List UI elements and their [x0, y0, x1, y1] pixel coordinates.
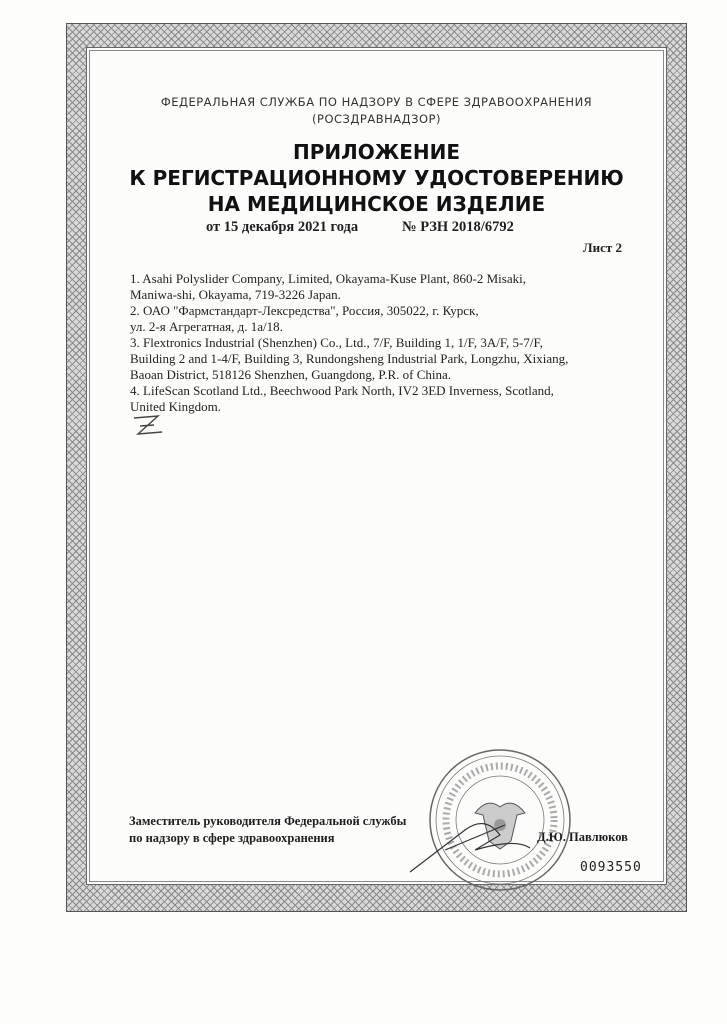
title-line-3: НА МЕДИЦИНСКОЕ ИЗДЕЛИЕ [207, 192, 546, 216]
list-item: 3. Flextronics Industrial (Shenzhen) Co., Ltd., 7/F, Building 1, 1/F, 3A/F, 5-7/F, [130, 335, 543, 350]
form-serial-number: 0093550 [580, 860, 642, 875]
handwritten-initials-icon [128, 412, 168, 442]
title-line-1: ПРИЛОЖЕНИЕ [292, 140, 461, 164]
list-item: Building 2 and 1-4/F, Building 3, Rundongsheng Industrial Park, Longzhu, Xixiang, [130, 351, 569, 366]
list-item: ул. 2-я Агрегатная, д. 1а/18. [130, 319, 283, 334]
signatory-name: Д.Ю. Павлюков [537, 830, 628, 844]
agency-name: ФЕДЕРАЛЬНАЯ СЛУЖБА ПО НАДЗОРУ В СФЕРЕ ЗДРАВООХРАНЕНИЯ [160, 95, 593, 109]
handwritten-signature-icon [405, 790, 535, 880]
list-item: Maniwa-shi, Okayama, 719-3226 Japan. [130, 287, 341, 302]
list-item: Baoan District, 518126 Shenzhen, Guangdong, P.R. of China. [130, 367, 451, 382]
agency-short-name: (РОСЗДРАВНАДЗОР) [312, 112, 441, 126]
agency-header [86, 94, 667, 128]
signatory-position [129, 813, 406, 847]
signatory-position-line-1: Заместитель руководителя Федеральной службы [129, 814, 407, 828]
title-line-2: К РЕГИСТРАЦИОННОМУ УДОСТОВЕРЕНИЮ [129, 166, 624, 190]
issue-date: от 15 декабря 2021 года [206, 219, 359, 235]
list-item: 2. ОАО "Фармстандарт-Лексредства", Россия, 305022, г. Курск, [130, 303, 479, 318]
sheet-number: Лист 2 [582, 240, 622, 255]
registration-number: № РЗН 2018/6792 [402, 219, 514, 235]
list-item: United Kingdom. [130, 399, 221, 414]
list-item: 1. Asahi Polyslider Company, Limited, Okayama-Kuse Plant, 860-2 Misaki, [130, 271, 526, 286]
list-item: 4. LifeScan Scotland Ltd., Beechwood Park North, IV2 3ED Inverness, Scotland, [130, 383, 554, 398]
signatory-position-line-2: по надзору в сфере здравоохранения [129, 831, 335, 845]
document-title [86, 139, 667, 217]
manufacturers-list [130, 271, 610, 415]
